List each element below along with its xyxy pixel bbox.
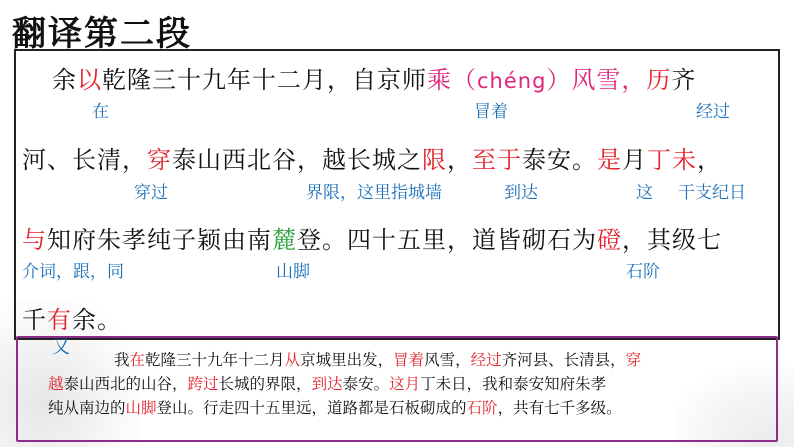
- translation-line-3: 纯从南边的山脚登山。行走四十五里远，道路都是石板砌成的石阶，共有七千多级。: [48, 399, 622, 417]
- note-maozhe: 冒着: [474, 102, 508, 122]
- note-shanjiao: 山脚: [276, 262, 310, 282]
- note-jieci: 介词，跟，同: [22, 262, 124, 282]
- passage-line-2: 河、长清，穿泰山西北谷，越长城之限，至于泰安。是月丁未，: [22, 146, 722, 174]
- note-chuanguo: 穿过: [134, 183, 168, 203]
- translation-line-2: 越泰山西北的山谷，跨过长城的界限，到达泰安。这月丁未日，我和泰安知府朱孝: [48, 375, 607, 393]
- note-jiexian: 界限，这里指城墙: [306, 183, 442, 203]
- note-zhe: 这: [636, 183, 653, 203]
- note-shijie: 石阶: [626, 262, 660, 282]
- note-ganzhi: 干支纪日: [678, 183, 746, 203]
- translation-line-1: 我在乾隆三十九年十二月从京城里出发，冒着风雪，经过齐河县、长清县，穿: [114, 351, 642, 369]
- passage-line-4: 千有余。: [22, 306, 122, 334]
- note-zai: 在: [92, 102, 109, 122]
- note-daoda: 到达: [504, 183, 538, 203]
- passage-line-3: 与知府朱孝纯子颖由南麓登。四十五里，道皆砌石为磴，其级七: [22, 226, 722, 254]
- translation-box: [16, 336, 778, 442]
- page-title: 翻译第二段: [12, 14, 192, 54]
- note-you: 又: [52, 337, 70, 358]
- note-jingguo: 经过: [696, 102, 730, 122]
- translation-text: [48, 348, 768, 420]
- passage-line-1: 余以乾隆三十九年十二月，自京师乘（chéng）风雪，历齐: [52, 66, 697, 94]
